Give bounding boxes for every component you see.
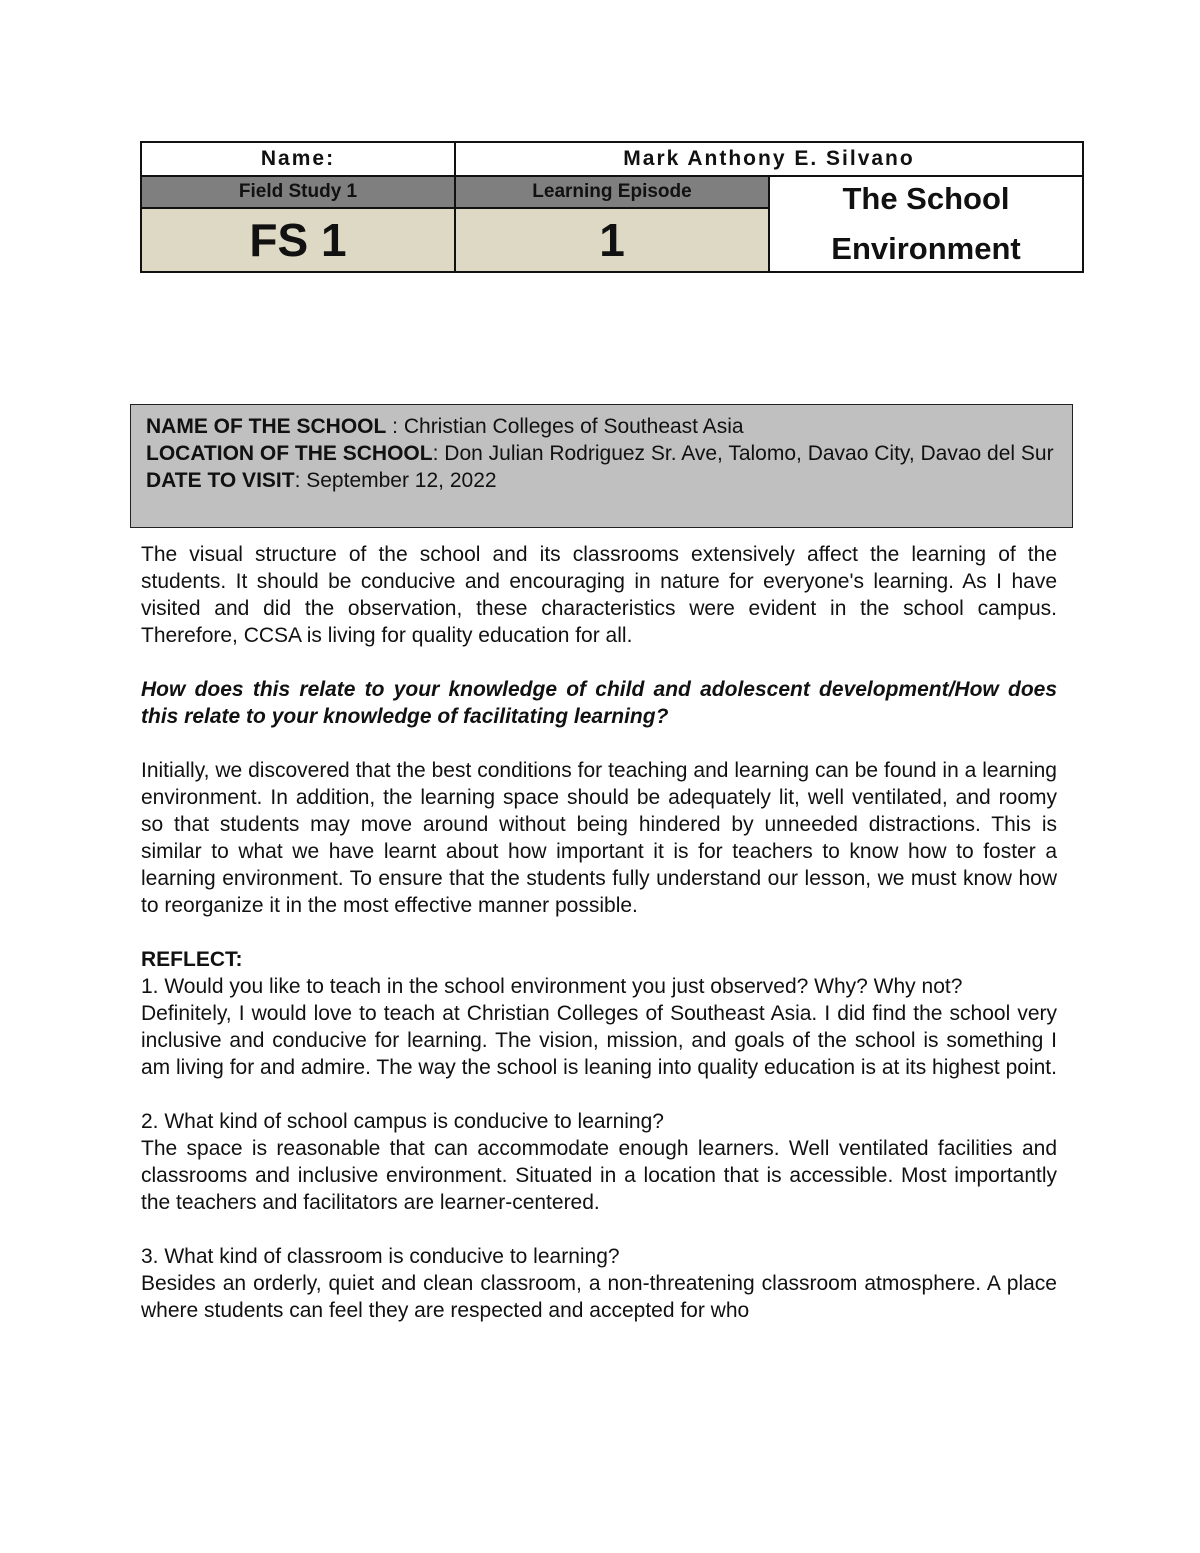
document-body [141, 541, 1057, 1324]
school-info-box [130, 404, 1073, 528]
school-name-row [146, 413, 1057, 440]
school-location-label: LOCATION OF THE SCHOOL [146, 442, 433, 465]
reflect-question-3: 3. What kind of classroom is conducive to learning? [141, 1245, 620, 1268]
answer-paragraph: Initially, we discovered that the best conditions for teaching and learning can be found in a learning environment. In addition, the learning space should be adequately lit, well ventilated, and roomy so that students may move around without being hindered by unneeded distractions. This is similar to what we have learnt about how important it is for teachers to know how to foster a learning environment. To ensure that the students fully understand our lesson, we must know how to reorganize it in the most effective manner possible. [141, 759, 1057, 917]
school-name-value: : Christian Colleges of Southeast Asia [386, 415, 744, 438]
reflect-answer-1: Definitely, I would love to teach at Christian Colleges of Southeast Asia. I did find the school very inclusive and conducive for learning. The vision, mission, and goals of the school is something I am living for and admire. The way the school is leaning into quality education is at its highest point. [141, 1002, 1057, 1079]
learning-episode-label: Learning Episode [456, 177, 770, 209]
episode-title-line2: Environment [831, 231, 1021, 266]
reflect-answer-2: The space is reasonable that can accommodate enough learners. Well ventilated facilities and classrooms and inclusive environment. Situated in a location that is accessible. Most importantly the teachers and facilitators are learner-centered. [141, 1137, 1057, 1214]
episode-number: 1 [456, 209, 770, 271]
name-label: Name: [142, 143, 456, 177]
reflect-answer-3: Besides an orderly, quiet and clean classroom, a non-threatening classroom atmosphere. A place where students can feel they are respected and accepted for who [141, 1272, 1057, 1322]
visit-date-label: DATE TO VISIT [146, 469, 295, 492]
visit-date-value: : September 12, 2022 [294, 469, 497, 492]
school-location-row [146, 440, 1057, 467]
student-name: Mark Anthony E. Silvano [456, 143, 1082, 177]
field-study-value: FS 1 [142, 209, 456, 271]
header-table [140, 141, 1084, 273]
field-study-label: Field Study 1 [142, 177, 456, 209]
intro-paragraph: The visual structure of the school and its classrooms extensively affect the learning of the students. It should be conducive and encouraging in nature for everyone's learning. As I have visited and did the observation, these characteristics were evident in the school campus. Therefore, CCSA is living for quality education for all. [141, 543, 1057, 647]
reflect-question-2: 2. What kind of school campus is conducive to learning? [141, 1110, 664, 1133]
episode-title [770, 177, 1082, 271]
reflect-question-1: 1. Would you like to teach in the school environment you just observed? Why? Why not? [141, 975, 963, 998]
school-name-label: NAME OF THE SCHOOL [146, 415, 387, 438]
episode-title-line1: The School [842, 181, 1010, 216]
guide-question: How does this relate to your knowledge of child and adolescent development/How does this relate to your knowledge of facilitating learning? [141, 678, 1057, 728]
school-location-value: : Don Julian Rodriguez Sr. Ave, Talomo, Davao City, Davao del Sur [432, 442, 1054, 465]
visit-date-row [146, 467, 1057, 494]
reflect-heading: REFLECT: [141, 948, 243, 971]
